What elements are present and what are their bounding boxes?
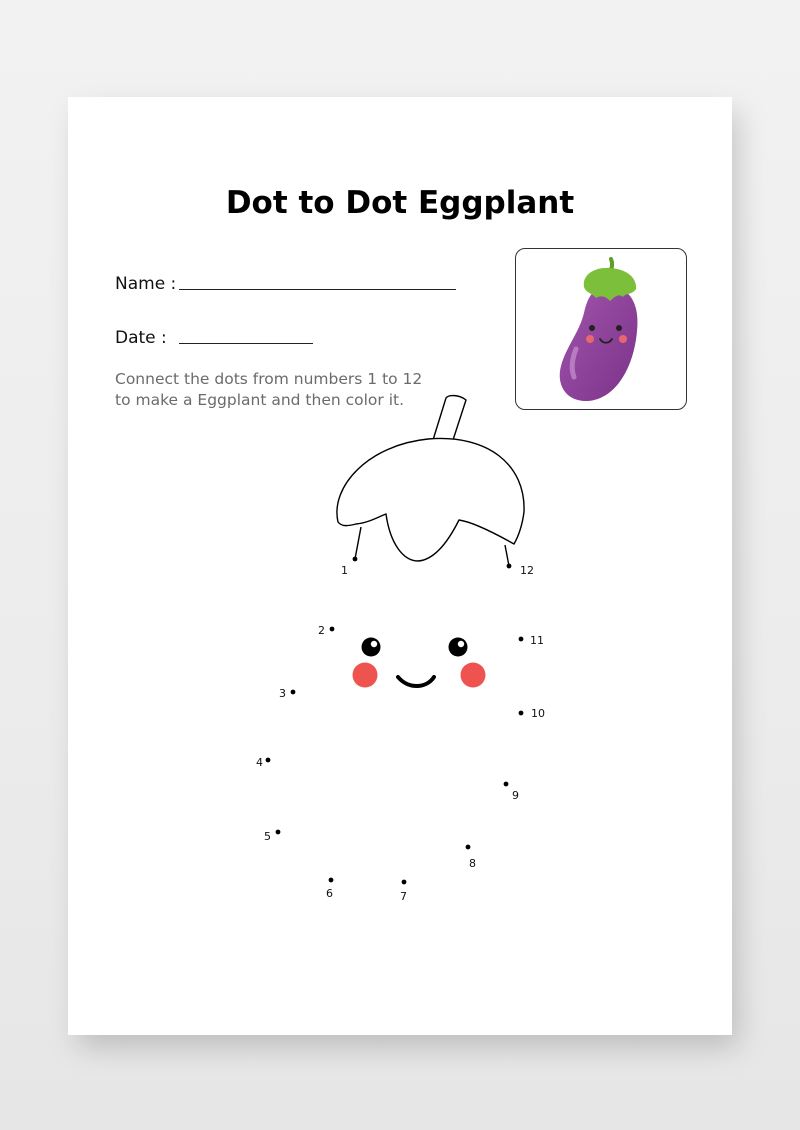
smile (398, 677, 434, 686)
dot-5[interactable] (276, 830, 281, 835)
connector-line-12 (505, 545, 509, 566)
dot-label-1: 1 (341, 564, 348, 577)
dot-9[interactable] (504, 782, 509, 787)
dot-7[interactable] (402, 880, 407, 885)
dot-3[interactable] (291, 690, 296, 695)
dot-label-5: 5 (264, 830, 271, 843)
dot-label-11: 11 (530, 634, 544, 647)
dot-label-2: 2 (318, 624, 325, 637)
date-label: Date : (115, 328, 167, 348)
worksheet-page (68, 97, 732, 1035)
dot-label-10: 10 (531, 707, 545, 720)
dot-8[interactable] (466, 845, 471, 850)
left-eye (362, 638, 381, 657)
page-title: Dot to Dot Eggplant (225, 185, 575, 221)
puzzle-leaf-outline (337, 438, 524, 561)
puzzle-face (353, 638, 486, 688)
dot-label-7: 7 (400, 890, 407, 903)
left-cheek (353, 663, 378, 688)
connector-line-1 (355, 527, 361, 559)
dot-2[interactable] (330, 627, 335, 632)
right-eye (449, 638, 468, 657)
dot-label-12: 12 (520, 564, 534, 577)
dot-4[interactable] (266, 758, 271, 763)
dots-layer (256, 557, 545, 903)
dot-label-4: 4 (256, 756, 263, 769)
dot-label-9: 9 (512, 789, 519, 802)
dot-12[interactable] (507, 564, 512, 569)
dot-11[interactable] (519, 637, 524, 642)
dot-label-6: 6 (326, 887, 333, 900)
dot-1[interactable] (353, 557, 358, 562)
dot-puzzle (68, 97, 732, 1035)
dot-10[interactable] (519, 711, 524, 716)
name-label: Name : (115, 274, 177, 294)
instructions-line-1: Connect the dots from numbers 1 to 12 (115, 370, 423, 388)
right-cheek (461, 663, 486, 688)
dot-label-8: 8 (469, 857, 476, 870)
puzzle-stem-outline (433, 396, 466, 440)
dot-6[interactable] (329, 878, 334, 883)
instructions-line-2: to make a Eggplant and then color it. (115, 391, 405, 409)
dot-label-3: 3 (279, 687, 286, 700)
